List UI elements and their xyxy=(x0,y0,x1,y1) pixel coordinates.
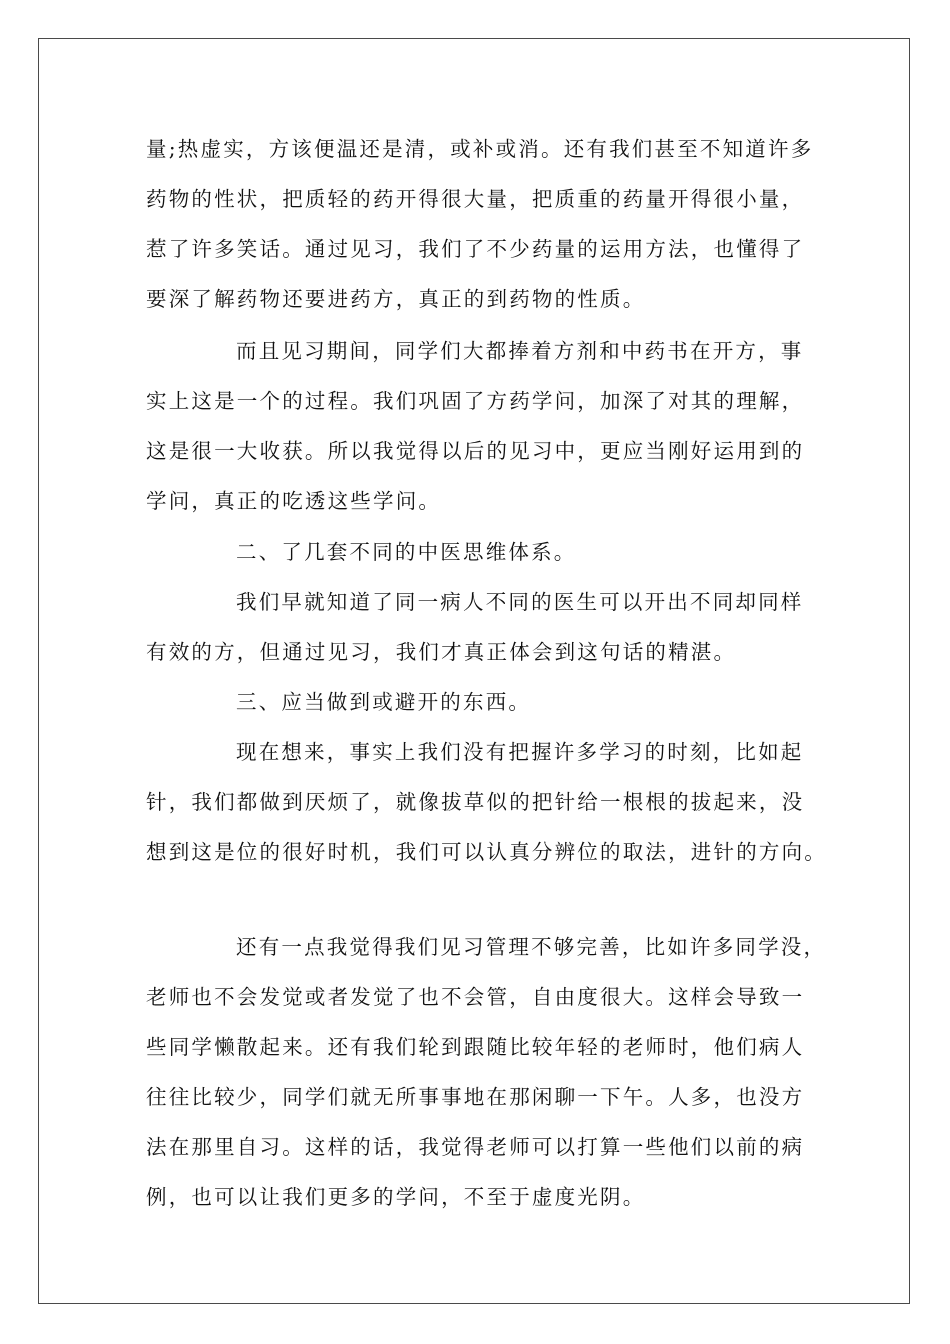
section-heading: 三、应当做到或避开的东西。 xyxy=(236,690,532,714)
text-line: 例，也可以让我们更多的学问，不至于虚度光阴。 xyxy=(146,1185,646,1209)
text-line: 要深了解药物还要进药方，真正的到药物的性质。 xyxy=(146,287,646,311)
page-border xyxy=(38,38,910,1304)
paragraph-first-line: 我们早就知道了同一病人不同的医生可以开出不同却同样 xyxy=(236,590,804,614)
text-line: 惹了许多笑话。通过见习，我们了不少药量的运用方法，也懂得了 xyxy=(146,237,805,261)
text-line: 有效的方，但通过见习，我们才真正体会到这句话的精湛。 xyxy=(146,640,737,664)
text-line: 往往比较少，同学们就无所事事地在那闲聊一下午。人多，也没方 xyxy=(146,1085,805,1109)
text-line: 老师也不会发觉或者发觉了也不会管，自由度很大。这样会导致一 xyxy=(146,985,805,1009)
text-line: 量;热虚实，方该便温还是清，或补或消。还有我们甚至不知道许多 xyxy=(146,137,814,161)
paragraph-first-line: 现在想来，事实上我们没有把握许多学习的时刻，比如起 xyxy=(236,740,804,764)
text-line: 药物的性状，把质轻的药开得很大量，把质重的药量开得很小量， xyxy=(146,187,805,211)
paragraph-first-line: 还有一点我觉得我们见习管理不够完善，比如许多同学没， xyxy=(236,935,827,959)
text-line: 想到这是位的很好时机，我们可以认真分辨位的取法，进针的方向。 xyxy=(146,840,827,864)
text-line: 学问，真正的吃透这些学问。 xyxy=(146,489,442,513)
text-line: 针，我们都做到厌烦了，就像拔草似的把针给一根根的拔起来，没 xyxy=(146,790,805,814)
text-line: 些同学懒散起来。还有我们轮到跟随比较年轻的老师时，他们病人 xyxy=(146,1035,805,1059)
paragraph-first-line: 而且见习期间，同学们大都捧着方剂和中药书在开方，事 xyxy=(236,339,804,363)
section-heading: 二、了几套不同的中医思维体系。 xyxy=(236,540,577,564)
text-line: 实上这是一个的过程。我们巩固了方药学问，加深了对其的理解， xyxy=(146,389,805,413)
text-line: 这是很一大收获。所以我觉得以后的见习中，更应当刚好运用到的 xyxy=(146,439,805,463)
text-line: 法在那里自习。这样的话，我觉得老师可以打算一些他们以前的病 xyxy=(146,1135,805,1159)
